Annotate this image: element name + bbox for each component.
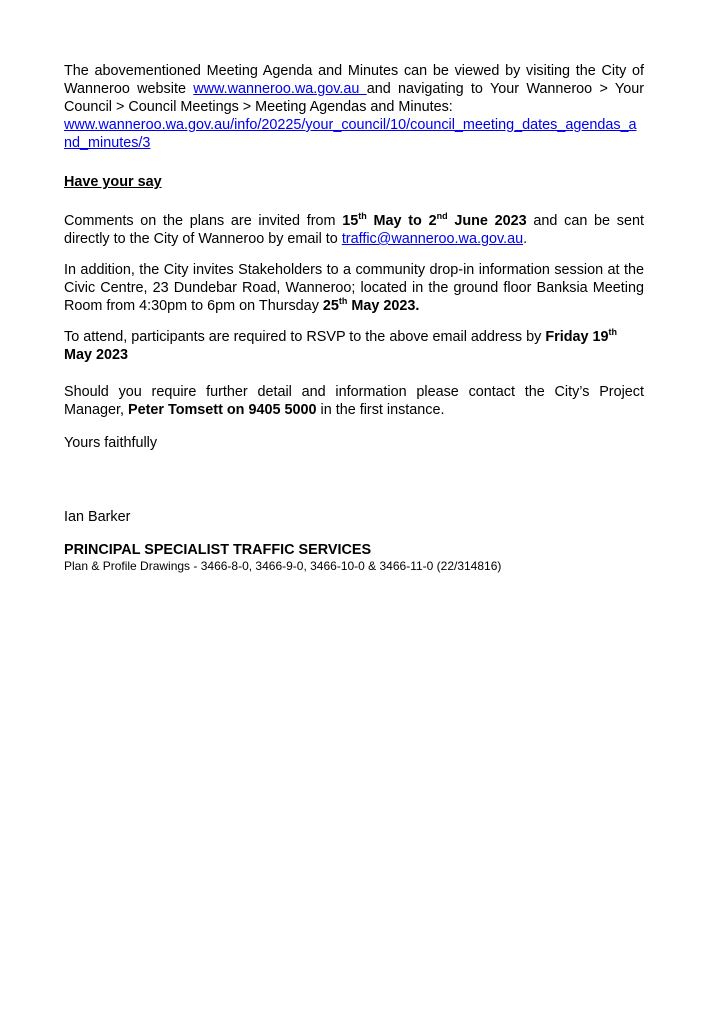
rsvp-paragraph [64, 328, 644, 364]
rsvp-day-suffix: th [608, 327, 618, 337]
contact-paragraph [64, 383, 644, 419]
session-month-year: May 2023. [347, 298, 420, 314]
start-day-suffix: th [358, 211, 367, 221]
rsvp-month-year: May 2023 [64, 347, 129, 363]
meeting-agenda-paragraph [64, 62, 644, 152]
session-day-suffix: th [338, 296, 348, 306]
session-day: 25 [322, 298, 339, 314]
comments-text-1: Comments on the plans are invited from [64, 213, 343, 229]
contact-text-2: in the first instance. [316, 402, 445, 418]
comments-text-2: and can be sent directly to the City of Wanneroo by email to [64, 213, 644, 247]
session-paragraph [64, 261, 644, 315]
agendas-minutes-link[interactable]: www.wanneroo.wa.gov.au/info/20225/your_council/10/council_meeting_dates_agendas_and_minutes/3 [64, 117, 637, 151]
agenda-text-1: The abovementioned Meeting Agenda and Minutes can be viewed by visiting the City of Wanneroo website [64, 63, 644, 97]
session-text: In addition, the City invites Stakeholders to a community drop-in information session at the Civic Centre, 23 Dundebar Road, Wanneroo; located in the ground floor Banksia Meeting Room from 4:30pm to 6pm on Thursday [64, 262, 644, 314]
signatory-name: Ian Barker [64, 509, 131, 525]
start-month: May to [366, 213, 429, 229]
wanneroo-website-link[interactable]: www.wanneroo.wa.gov.au [193, 81, 367, 97]
signatory-title: PRINCIPAL SPECIALIST TRAFFIC SERVICES [64, 542, 372, 558]
start-day: 15 [342, 213, 359, 229]
rsvp-text: To attend, participants are required to RSVP to the above email address by [64, 329, 546, 345]
letter-body [64, 62, 644, 573]
comments-paragraph [64, 212, 644, 248]
closing-salutation: Yours faithfully [64, 435, 158, 451]
traffic-email-link[interactable]: traffic@wanneroo.wa.gov.au [341, 231, 524, 247]
comments-text-3: . [523, 231, 528, 247]
end-day-suffix: nd [436, 211, 448, 221]
drawing-reference: Plan & Profile Drawings - 3466-8-0, 3466-9-0, 3466-10-0 & 3466-11-0 (22/314816) [64, 559, 502, 573]
session-date [323, 298, 420, 314]
contact-text-1: Should you require further detail and information please contact the City’s Project Manager, [64, 384, 644, 418]
comments-period [342, 213, 526, 229]
end-month-year: June 2023 [447, 213, 527, 229]
project-manager-contact: Peter Tomsett on 9405 5000 [128, 402, 317, 418]
end-day: 2 [428, 213, 437, 229]
agenda-text-2: and navigating to Your Wanneroo > Your Council > Council Meetings > Meeting Agendas and Minutes: [64, 81, 644, 115]
have-your-say-heading: Have your say [64, 174, 162, 190]
rsvp-day: Friday 19 [545, 329, 609, 345]
